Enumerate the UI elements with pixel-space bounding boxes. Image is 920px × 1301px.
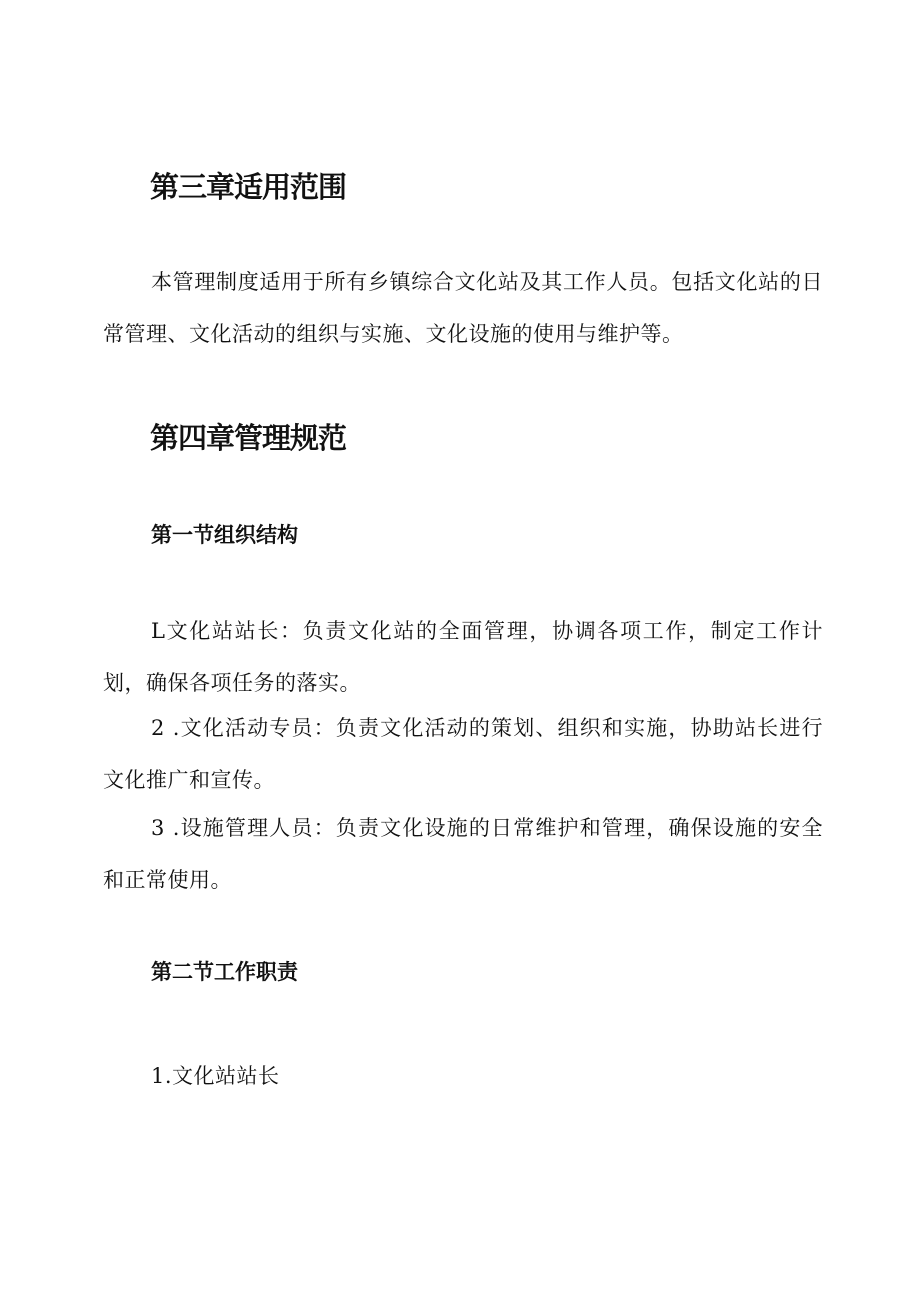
section-2-title: 第二节工作职责 — [151, 959, 298, 984]
chapter-3-body: 本管理制度适用于所有乡镇综合文化站及其工作人员。包括文化站的日常管理、文化活动的组织与实施、文化设施的使用与维护等。 — [103, 270, 823, 346]
org-item-1: L文化站站长：负责文化站的全面管理，协调各项工作，制定工作计划，确保各项任务的落实。 — [103, 619, 823, 695]
chapter-3-title: 第三章适用范围 — [150, 170, 347, 204]
org-item-2: 2 .文化活动专员：负责文化活动的策划、组织和实施，协助站长进行文化推广和宣传。 — [103, 716, 823, 792]
chapter-4-title: 第四章管理规范 — [150, 421, 347, 455]
duty-item-1: 1.文化站站长 — [151, 1064, 280, 1088]
org-item-3: 3 .设施管理人员：负责文化设施的日常维护和管理，确保设施的安全和正常使用。 — [103, 816, 823, 892]
section-1-title: 第一节组织结构 — [151, 522, 298, 547]
